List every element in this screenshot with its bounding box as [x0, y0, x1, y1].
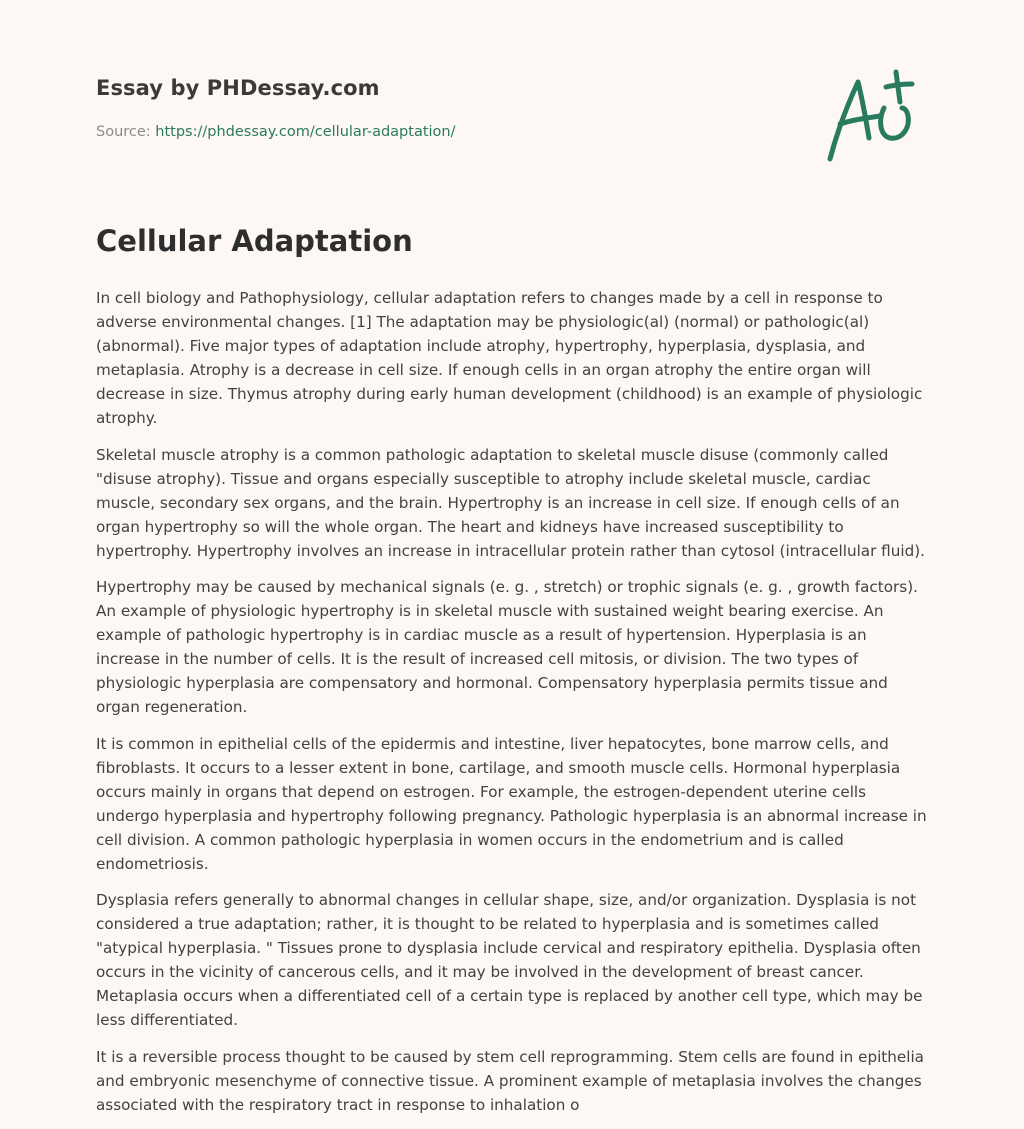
essay-title: Cellular Adaptation	[96, 224, 413, 258]
essay-body	[96, 286, 932, 1129]
essay-paragraph: Hypertrophy may be caused by mechanical signals (e. g. , stretch) or trophic signals (e. g. , growth factors). An example of physiologic hypertrophy is in skeletal muscle with sustained weight bearing exercise. An example of pathologic hypertrophy is in cardiac muscle as a result of hypertension. Hyperplasia is an increase in the number of cells. It is the result of increased cell mitosis, or division. The two types of physiologic hyperplasia are compensatory and hormonal. Compensatory hyperplasia permits tissue and organ regeneration.	[96, 578, 918, 716]
a-plus-grade-logo-icon	[822, 68, 928, 166]
source-label: Source:	[96, 124, 151, 140]
essay-paragraph: Skeletal muscle atrophy is a common pathologic adaptation to skeletal muscle disuse (commonly called "disuse atrophy). Tissue and organs especially susceptible to atrophy include skeletal muscle, cardiac muscle, secondary sex organs, and the brain. Hypertrophy is an increase in cell size. If enough cells of an organ hypertrophy so will the whole organ. The heart and kidneys have increased susceptibility to hypertrophy. Hypertrophy involves an increase in intracellular protein rather than cytosol (intracellular fluid).	[96, 445, 925, 560]
essay-paragraph: It is a reversible process thought to be caused by stem cell reprogramming. Stem cells are found in epithelia and embryonic mesenchyme of connective tissue. A prominent example of metaplasia involves the changes associated with the respiratory tract in response to inhalation o	[96, 1047, 924, 1114]
source-line	[96, 124, 456, 140]
source-link[interactable]: https://phdessay.com/cellular-adaptation/	[155, 124, 456, 140]
essay-paragraph: Dysplasia refers generally to abnormal changes in cellular shape, size, and/or organization. Dysplasia is not considered a true adaptation; rather, it is thought to be related to hyperplasia and is sometimes called "atypical hyperplasia. " Tissues prone to dysplasia include cervical and respiratory epithelia. Dysplasia often occurs in the vicinity of cancerous cells, and it may be involved in the development of breast cancer. Metaplasia occurs when a differentiated cell of a certain type is replaced by another cell type, which may be less differentiated.	[96, 891, 923, 1029]
essay-paragraph: In cell biology and Pathophysiology, cellular adaptation refers to changes made by a cell in response to adverse environmental changes. [1] The adaptation may be physiologic(al) (normal) or pathologic(al) (abnormal). Five major types of adaptation include atrophy, hypertrophy, hyperplasia, dysplasia, and metaplasia. Atrophy is a decrease in cell size. If enough cells in an organ atrophy the entire organ will decrease in size. Thymus atrophy during early human development (childhood) is an example of physiologic atrophy.	[96, 289, 923, 427]
site-title: Essay by PHDessay.com	[96, 76, 380, 100]
essay-paragraph: It is common in epithelial cells of the epidermis and intestine, liver hepatocytes, bone marrow cells, and fibroblasts. It occurs to a lesser extent in bone, cartilage, and smooth muscle cells. Hormonal hyperplasia occurs mainly in organs that depend on estrogen. For example, the estrogen-dependent uterine cells undergo hyperplasia and hypertrophy following pregnancy. Pathologic hyperplasia is an abnormal increase in cell division. A common pathologic hyperplasia in women occurs in the endometrium and is called endometriosis.	[96, 734, 927, 873]
